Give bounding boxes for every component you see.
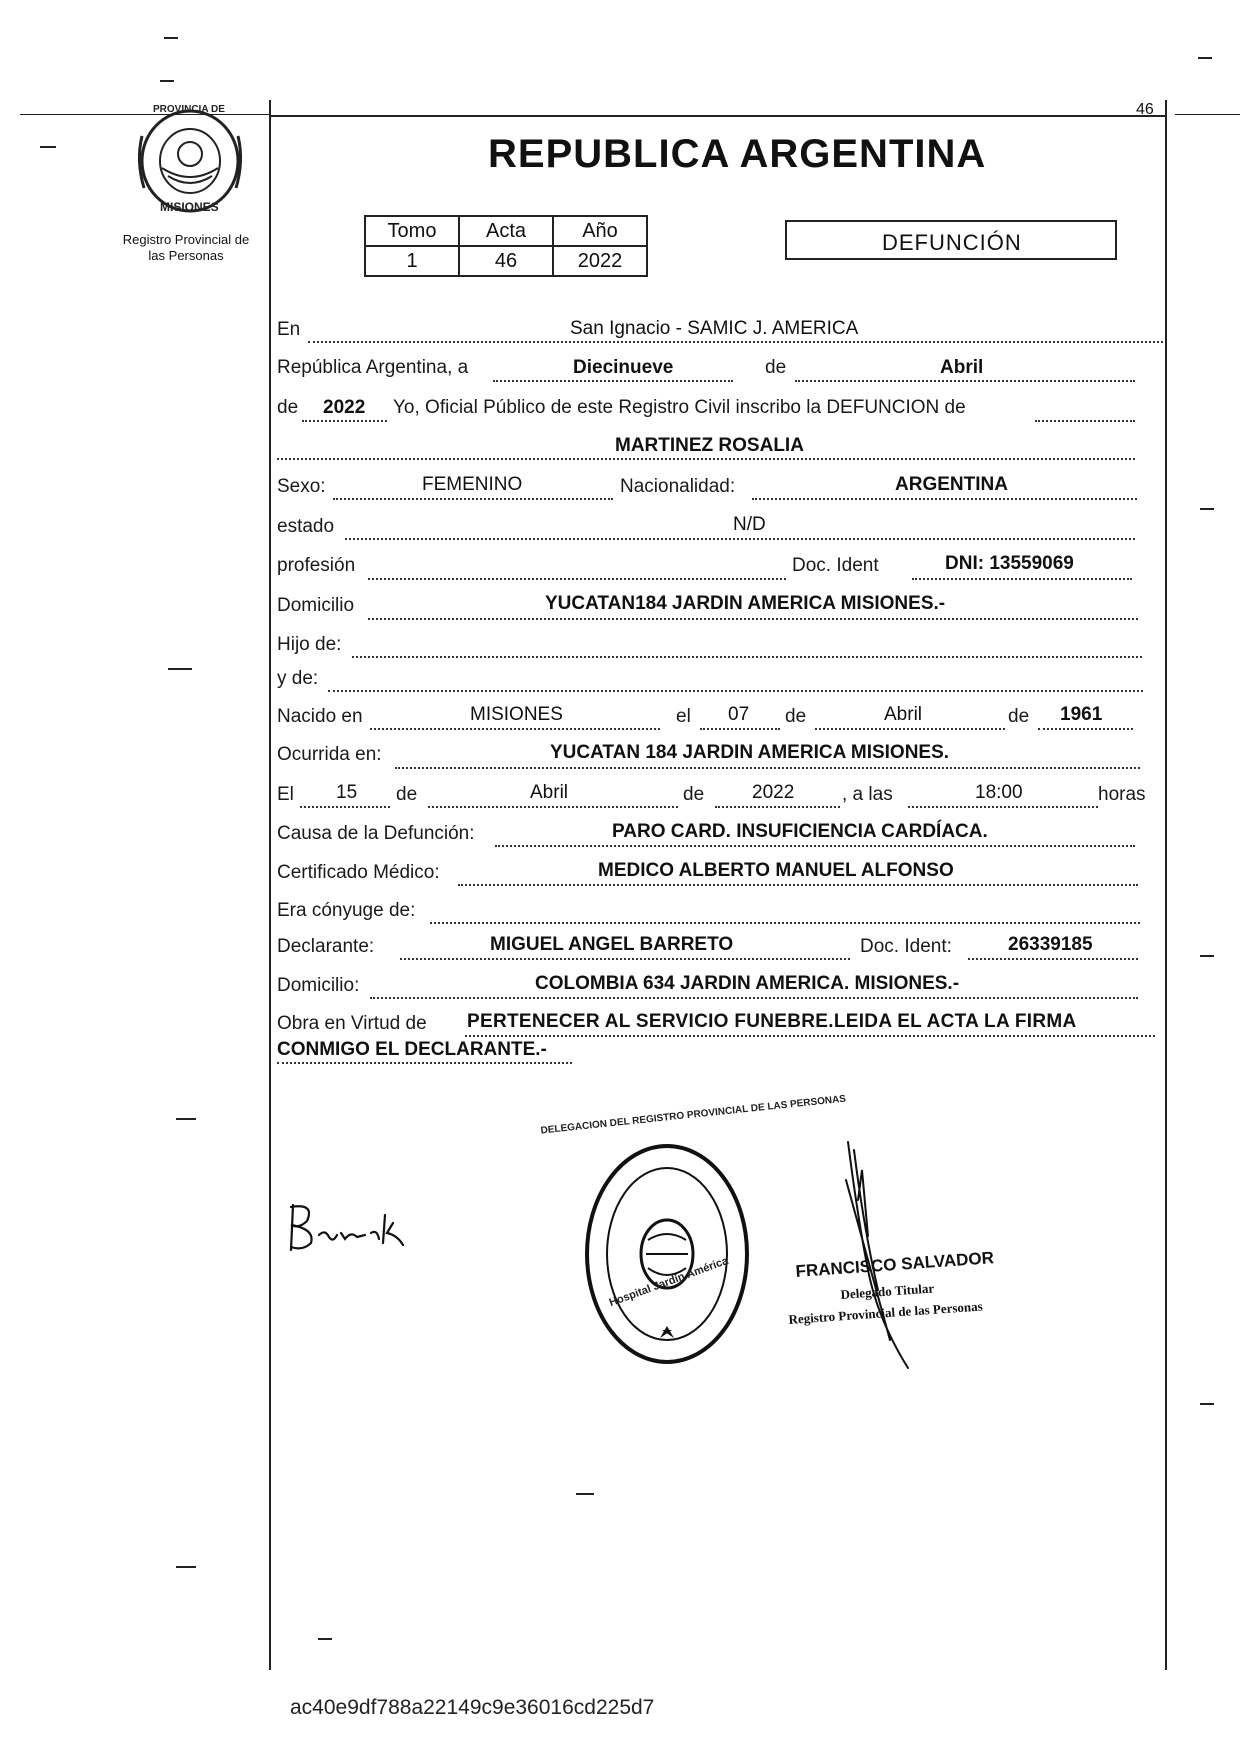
nac-mes-value: Abril <box>884 704 923 725</box>
nacionalidad-line <box>752 498 1137 500</box>
official-name: FRANCISCO SALVADOR <box>795 1248 995 1281</box>
acta-value: 46 <box>459 246 553 276</box>
emblem-bottom-text: MISIONES <box>160 200 219 214</box>
document-title: REPUBLICA ARGENTINA <box>488 132 987 176</box>
doc2-line <box>968 958 1138 960</box>
nac-anio-value: 1961 <box>1060 704 1103 725</box>
anio-value: 2022 <box>323 397 366 418</box>
obra-value-line1: PERTENECER AL SERVICIO FUNEBRE.LEIDA EL ACTA LA FIRMA <box>467 1011 1077 1032</box>
def-anio-value: 2022 <box>752 782 795 803</box>
margin-mark <box>1200 1403 1214 1405</box>
margin-mark <box>160 80 174 82</box>
nac-de-label: de <box>785 706 807 727</box>
causa-label: Causa de la Defunción: <box>277 823 475 844</box>
def-hora-line <box>908 806 1098 808</box>
domicilio2-value: COLOMBIA 634 JARDIN AMERICA. MISIONES.- <box>535 973 960 994</box>
causa-value: PARO CARD. INSUFICIENCIA CARDÍACA. <box>612 821 988 842</box>
causa-line <box>495 845 1135 847</box>
def-hora-value: 18:00 <box>975 782 1023 803</box>
alas-label: , a las <box>842 784 893 805</box>
margin-mark <box>318 1638 332 1640</box>
acta-header: Acta <box>459 216 553 246</box>
obra-label: Obra en Virtud de <box>277 1013 427 1034</box>
inscribo-line <box>1035 420 1135 422</box>
nac-anio-line <box>1038 728 1133 730</box>
right-frame-line <box>1165 100 1167 1670</box>
doc-value: DNI: 13559069 <box>945 553 1074 574</box>
official-seal <box>582 1140 752 1368</box>
en-line <box>308 341 1163 343</box>
conyuge-label: Era cónyuge de: <box>277 900 416 921</box>
record-table <box>364 215 648 277</box>
domicilio2-line <box>370 997 1138 999</box>
de2-label: de <box>277 397 299 418</box>
record-type-box <box>785 220 1117 260</box>
nac-de2-label: de <box>1008 706 1030 727</box>
mes-line <box>795 380 1135 382</box>
horas-label: horas <box>1098 784 1146 805</box>
certificado-value: MEDICO ALBERTO MANUEL ALFONSO <box>598 860 954 881</box>
margin-mark <box>1200 955 1214 957</box>
de-label: de <box>765 357 787 378</box>
nacionalidad-value: ARGENTINA <box>895 474 1008 495</box>
ocurrida-label: Ocurrida en: <box>277 744 382 765</box>
margin-mark <box>576 1493 594 1495</box>
conyuge-line <box>430 922 1140 924</box>
def-de-label: de <box>396 784 418 805</box>
record-table-value-row <box>365 246 647 276</box>
anio-line <box>302 420 387 422</box>
estado-label: estado <box>277 516 335 537</box>
dia-value: Diecinueve <box>573 357 674 378</box>
seal-ring-text: DELEGACION DEL REGISTRO PROVINCIAL DE LAS PERSONAS <box>540 1093 847 1137</box>
el-label: el <box>676 706 691 727</box>
seal-inner-text: Hospital Jardín América <box>607 1254 730 1310</box>
registry-caption <box>106 232 266 264</box>
doc2-value: 26339185 <box>1008 934 1093 955</box>
domicilio2-label: Domicilio: <box>277 975 360 996</box>
nacionalidad-label: Nacionalidad: <box>620 476 736 497</box>
domicilio-line <box>368 618 1138 620</box>
nacido-value: MISIONES <box>470 704 563 725</box>
el2-label: El <box>277 784 294 805</box>
top-rule <box>270 115 1165 117</box>
page-number: 46 <box>1136 101 1154 118</box>
certificado-label: Certificado Médico: <box>277 862 440 883</box>
margin-mark <box>1200 508 1214 510</box>
nac-dia-value: 07 <box>728 704 750 725</box>
sexo-line <box>333 498 613 500</box>
emblem-top-text: PROVINCIA DE <box>153 104 225 115</box>
def-mes-value: Abril <box>530 782 569 803</box>
tomo-value: 1 <box>365 246 459 276</box>
obra-value-line2: CONMIGO EL DECLARANTE.- <box>277 1039 547 1060</box>
margin-mark <box>168 668 192 670</box>
declarant-signature <box>285 1195 445 1265</box>
deceased-name: MARTINEZ ROSALIA <box>615 435 804 456</box>
margin-mark <box>40 146 56 148</box>
document-hash: ac40e9df788a22149c9e36016cd225d7 <box>290 1696 655 1719</box>
hijo-label: Hijo de: <box>277 634 342 655</box>
declarante-label: Declarante: <box>277 936 375 957</box>
nacido-label: Nacido en <box>277 706 363 727</box>
nac-mes-line <box>815 728 1005 730</box>
ocurrida-value: YUCATAN 184 JARDIN AMERICA MISIONES. <box>550 742 950 763</box>
republica-label: República Argentina, a <box>277 357 469 378</box>
sexo-value: FEMENINO <box>422 474 523 495</box>
certificado-line <box>458 884 1138 886</box>
doc-label: Doc. Ident <box>792 555 879 576</box>
nombre-line <box>277 458 1135 460</box>
official-role: Delegado Titular <box>840 1280 935 1302</box>
en-label: En <box>277 319 301 340</box>
def-mes-line <box>428 806 678 808</box>
inscribo-text: Yo, Oficial Público de este Registro Civil inscribo la DEFUNCION de <box>393 397 966 418</box>
nacido-line <box>370 728 660 730</box>
def-dia-value: 15 <box>336 782 358 803</box>
def-anio-line <box>715 806 840 808</box>
registry-caption-line1: Registro Provincial de <box>122 232 250 247</box>
yde-label: y de: <box>277 668 319 689</box>
estado-line <box>345 538 1135 540</box>
anio-value: 2022 <box>553 246 647 276</box>
margin-mark <box>176 1118 196 1120</box>
registry-caption-line2: las Personas <box>148 248 224 263</box>
mes-value: Abril <box>940 357 984 378</box>
nac-dia-line <box>700 728 780 730</box>
margin-mark <box>176 1566 196 1568</box>
sexo-label: Sexo: <box>277 476 326 497</box>
doc-line <box>912 578 1132 580</box>
official-office: Registro Provincial de las Personas <box>788 1298 984 1327</box>
en-value: San Ignacio - SAMIC J. AMERICA <box>570 318 859 339</box>
hijo-line <box>352 656 1142 658</box>
left-frame-line <box>269 100 271 1670</box>
record-type: DEFUNCIÓN <box>882 230 1022 255</box>
domicilio-label: Domicilio <box>277 595 355 616</box>
obra-line2 <box>277 1062 572 1064</box>
def-dia-line <box>300 806 390 808</box>
domicilio-value: YUCATAN184 JARDIN AMERICA MISIONES.- <box>545 593 946 614</box>
declarante-value: MIGUEL ANGEL BARRETO <box>490 934 734 955</box>
top-rule-right <box>1175 114 1240 115</box>
ocurrida-line <box>395 767 1140 769</box>
margin-mark <box>1198 57 1212 59</box>
record-table-header-row <box>365 216 647 246</box>
doc2-label: Doc. Ident: <box>860 936 952 957</box>
obra-line1 <box>465 1035 1155 1037</box>
def-de2-label: de <box>683 784 705 805</box>
profesion-line <box>368 578 786 580</box>
anio-header: Año <box>553 216 647 246</box>
profesion-label: profesión <box>277 555 356 576</box>
margin-mark <box>164 37 178 39</box>
declarante-line <box>400 958 850 960</box>
estado-value: N/D <box>733 514 766 535</box>
yde-line <box>328 690 1143 692</box>
tomo-header: Tomo <box>365 216 459 246</box>
dia-line <box>493 380 733 382</box>
